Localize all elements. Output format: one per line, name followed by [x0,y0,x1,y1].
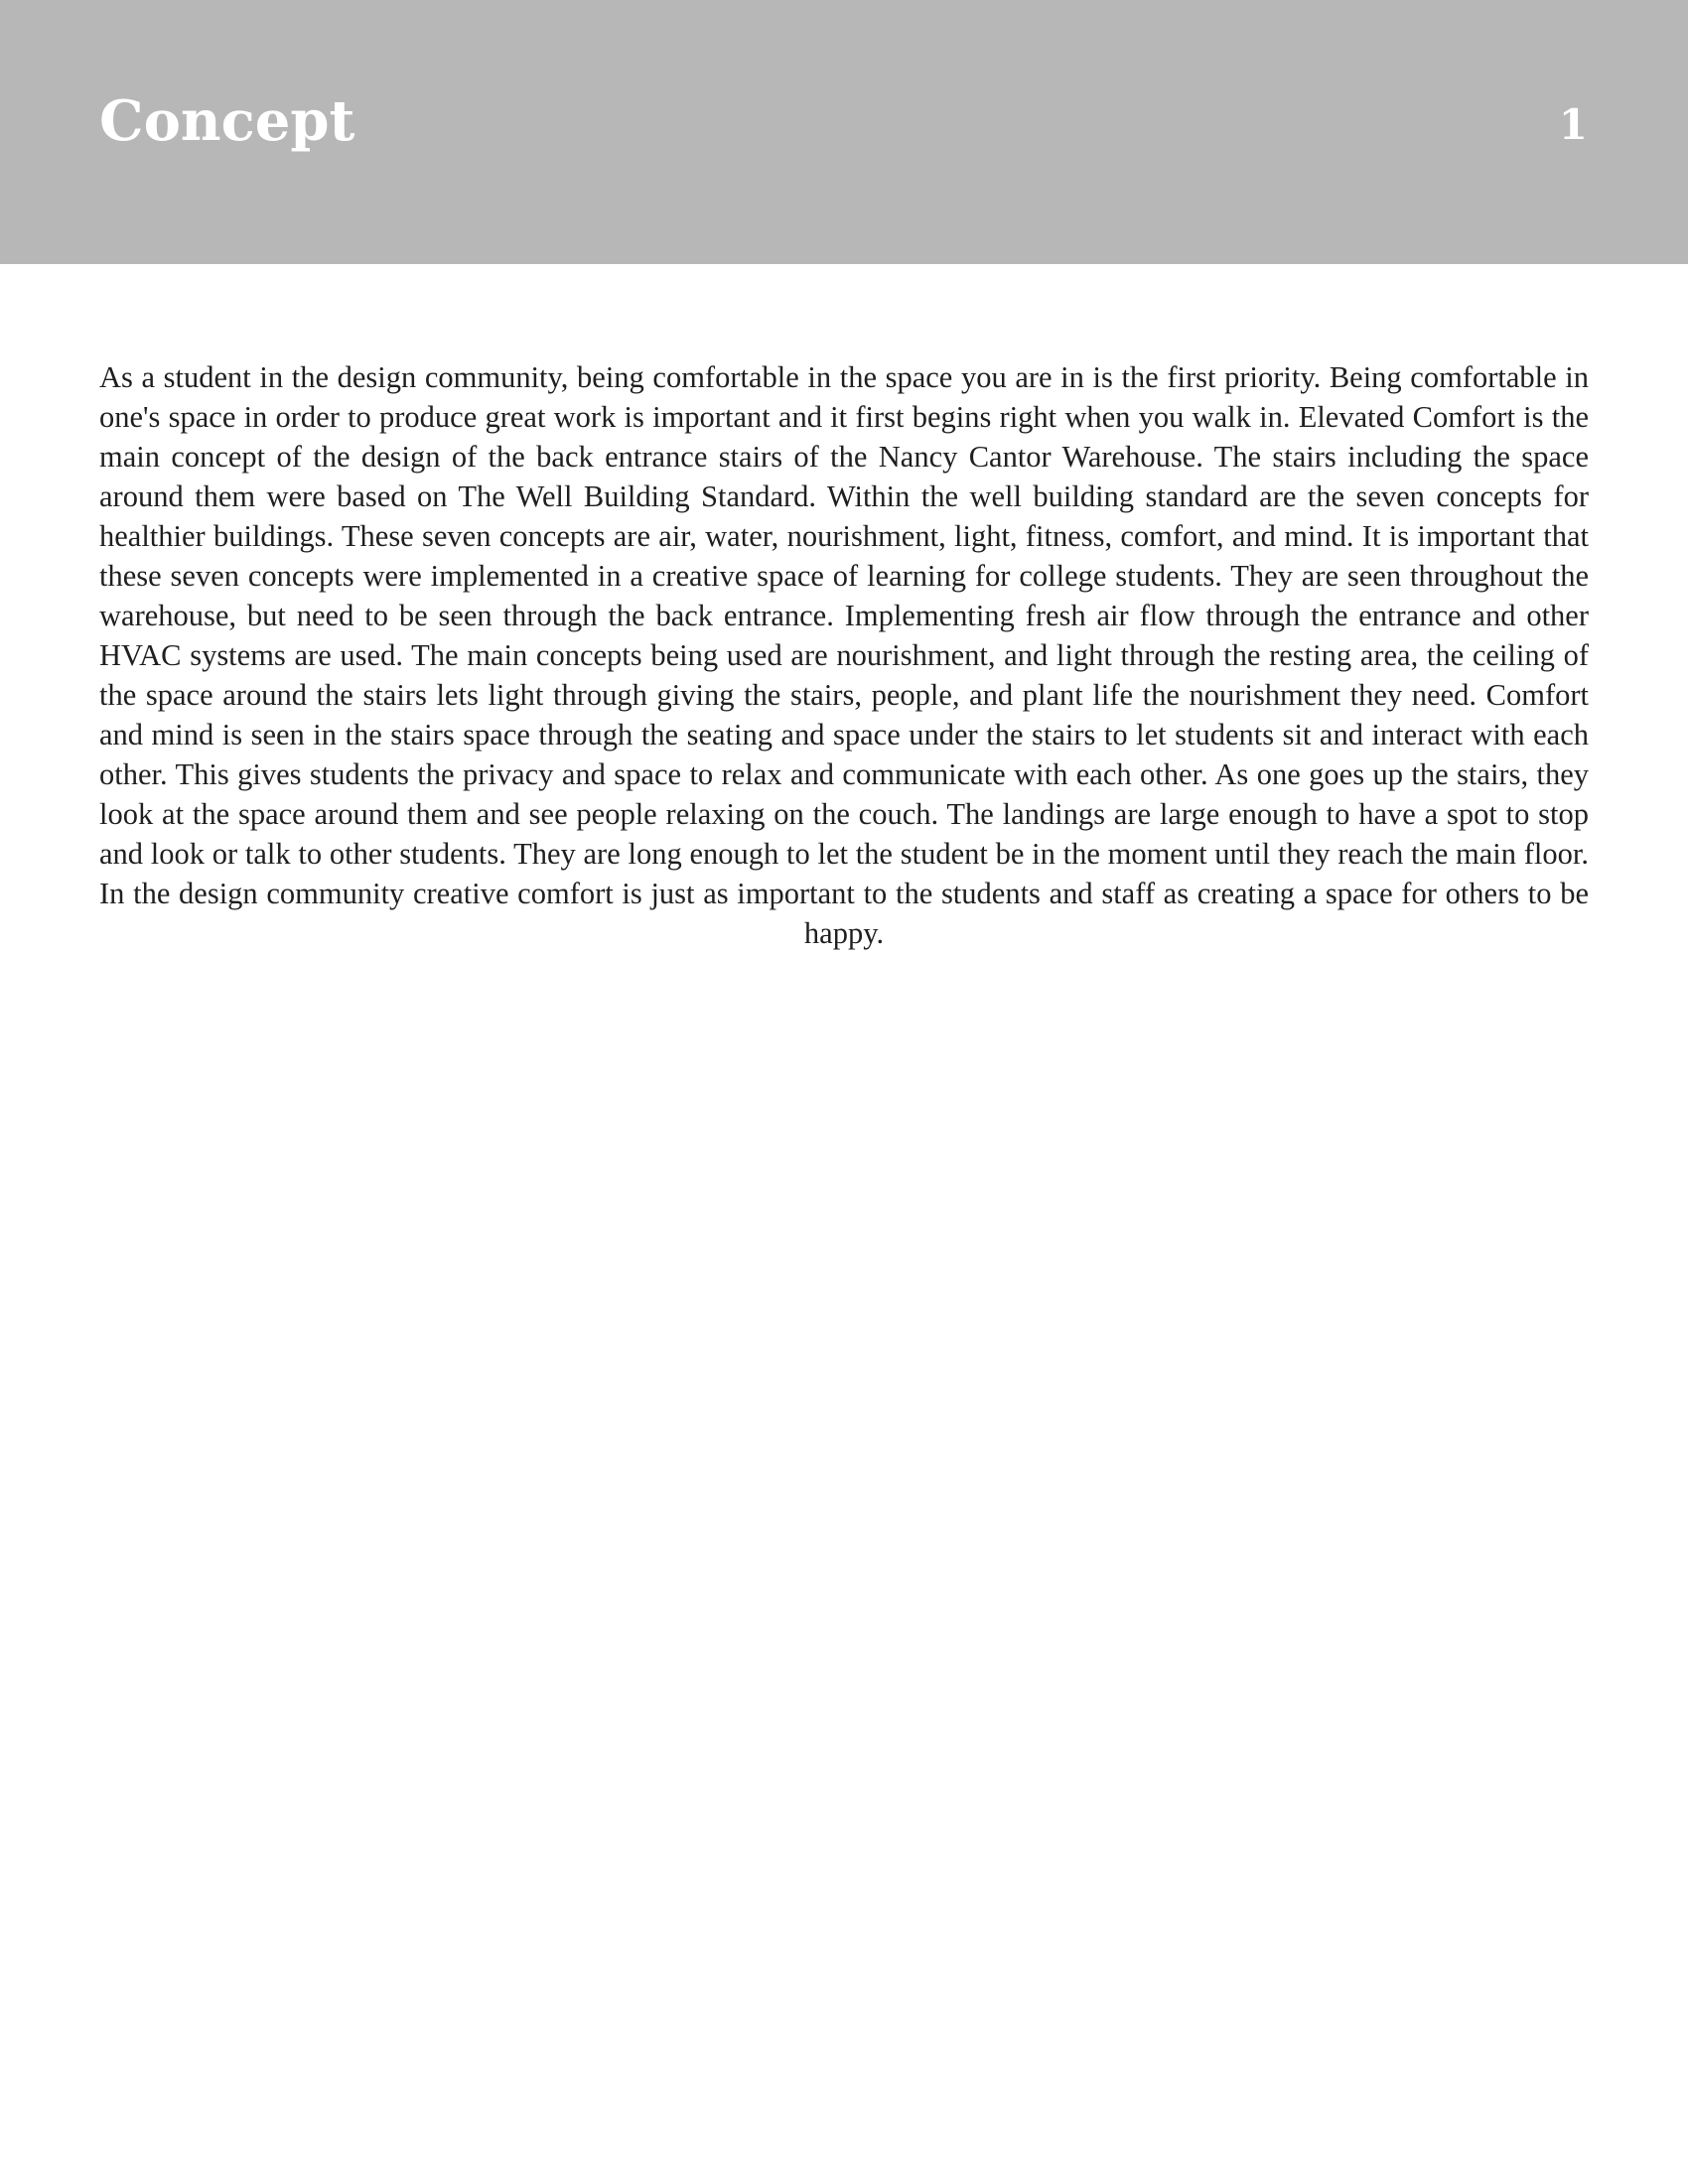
page-number: 1 [1558,100,1588,149]
concept-paragraph: As a student in the design community, being comfortable in the space you are in is the first priority. Being comfortable in one's space in order to produce great work is important and it first begins right when you walk in. Elevated Comfort is the main concept of the design of the back entrance stairs of the Nancy Cantor Warehouse. The stairs including the space around them were based on The Well Building Standard. Within the well building standard are the seven concepts for healthier buildings. These seven concepts are air, water, nourishment, light, fitness, comfort, and mind. It is important that these seven concepts were implemented in a creative space of learning for college students. They are seen throughout the warehouse, but need to be seen through the back entrance. Implementing fresh air flow through the entrance and other HVAC systems are used. The main concepts being used are nourishment, and light through the resting area, the ceiling of the space around the stairs lets light through giving the stairs, people, and plant life the nourishment they need. Comfort and mind is seen in the stairs space through the seating and space under the stairs to let students sit and interact with each other. This gives students the privacy and space to relax and communicate with each other. As one goes up the stairs, they look at the space around them and see people relaxing on the couch. The landings are large enough to have a spot to stop and look or talk to other students. They are long enough to let the student be in the moment until they reach the main floor. In the design community creative comfort is just as important to the students and staff as creating a space for others to be happy. [99,360,1589,950]
header-band [0,0,1688,264]
page-title: Concept [99,88,355,154]
